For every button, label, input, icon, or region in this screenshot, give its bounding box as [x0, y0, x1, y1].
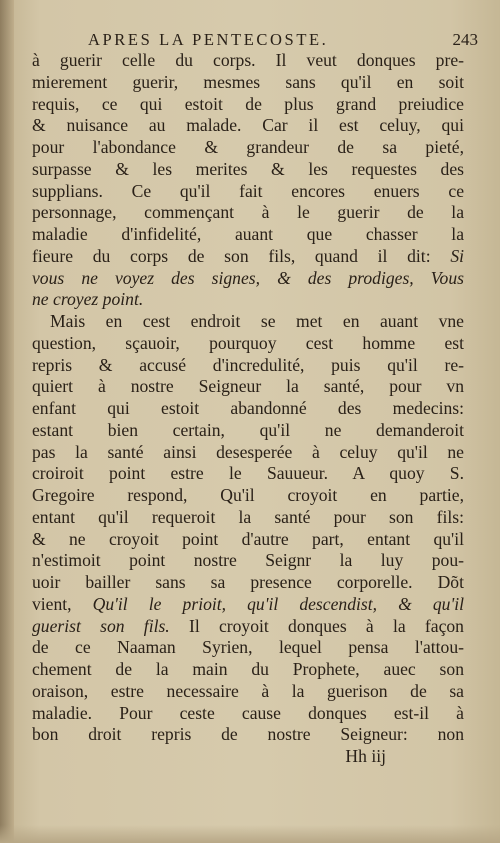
text-line: personnage, commençant à le guerir de la	[32, 202, 464, 223]
text-line: entant qu'il requeroit la santé pour son fils:	[32, 506, 464, 527]
page-edge-shadow	[0, 825, 500, 843]
text-line: pour l'abondance & grandeur de sa pieté,	[32, 137, 464, 157]
text-line: repris & accusé d'incredulité, puis qu'il re-	[32, 354, 464, 375]
text-line: uoir bailler sans sa presence corporelle. Dõt	[32, 572, 464, 592]
text-line: & ne croyoit point d'autre part, entant qu'il	[32, 528, 464, 549]
text-line: maladie d'infidelité, auant que chasser la	[32, 224, 464, 244]
text-line: enfant qui estoit abandonné des medecins:	[32, 398, 464, 418]
text-line: requis, ce qui estoit de plus grand preiudice	[32, 93, 464, 114]
text-line: oraison, estre necessaire à la guerison de sa	[32, 680, 464, 701]
body-text	[32, 50, 464, 768]
text-line: mierement guerir, mesmes sans qu'il en soit	[32, 71, 464, 92]
scripture-quote: Qu'il le prioit, qu'il descendist, & qu'il	[92, 593, 464, 614]
text-line	[32, 289, 464, 311]
text-line: croiroit point estre le Sauueur. A quoy S.	[32, 463, 464, 484]
text-line: n'estimoit point nostre Seignr la luy pou-	[32, 550, 464, 571]
text-line: surpasse & les merites & les requestes des	[32, 158, 464, 179]
text-line: vient, Qu'il le prioit, qu'il descendist, & qu'il	[32, 593, 464, 614]
scripture-quote: vous ne voyez des signes, & des prodiges, Vous	[32, 267, 464, 288]
scripture-quote: Si	[450, 245, 464, 266]
text-line	[32, 268, 464, 290]
text-line: bon droit repris de nostre Seigneur: non	[32, 724, 464, 745]
page-number: 243	[452, 30, 478, 49]
text-line: estant bien certain, qu'il ne demanderoit	[32, 419, 464, 440]
binding-gutter	[0, 0, 14, 843]
text-line: à guerir celle du corps. Il veut donques pre-	[32, 50, 464, 70]
paragraph-start: Mais en cest endroit se met en auant vne	[50, 311, 464, 331]
text-line: de ce Naaman Syrien, lequel pensa l'attou-	[32, 637, 464, 658]
text-line: Gregoire respond, Qu'il croyoit en partie,	[32, 485, 464, 505]
text-line: chement de la main du Prophete, auec son	[32, 659, 464, 679]
text-line: fieure du corps de son fils, quand il dit: Si	[32, 245, 464, 266]
text-line: pas la santé ainsi desesperée à celuy qu'il ne	[32, 441, 464, 462]
text-line: supplians. Ce qu'il fait encores enuers ce	[32, 180, 464, 201]
running-head: APRES LA PENTECOSTE.	[88, 30, 329, 49]
text-line: guerist son fils. Il croyoit donques à la façon	[32, 615, 464, 636]
scripture-quote: guerist son fils.	[32, 615, 170, 636]
text-line: quiert à nostre Seigneur la santé, pour vn	[32, 376, 464, 397]
text-line: question, sçauoir, pourquoy cest homme est	[32, 332, 464, 353]
text-line: & nuisance au malade. Car il est celuy, qui	[32, 115, 464, 136]
scripture-quote: ne croyez point.	[32, 289, 144, 310]
text-line: maladie. Pour ceste cause donques est-il à	[32, 702, 464, 723]
page-header	[88, 30, 478, 52]
signature-mark: Hh iij	[345, 746, 386, 766]
